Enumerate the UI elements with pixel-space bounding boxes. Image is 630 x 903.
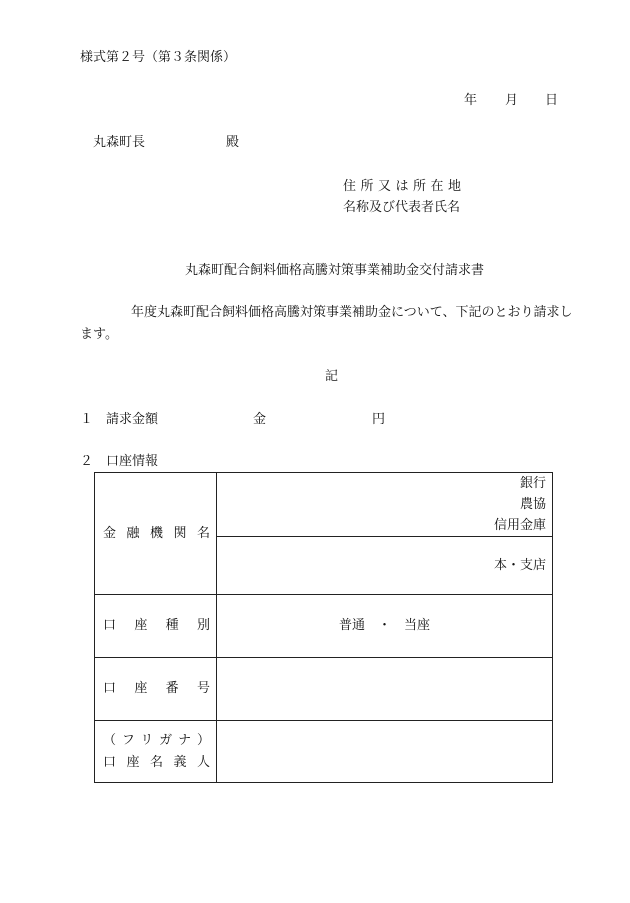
body-line-2: ます。 [80,327,118,342]
bank-name-label: 金融機関名 [95,473,217,595]
bank-type-ginko: 銀行 [519,476,546,491]
date-day-label: 日 [545,93,559,108]
account-info-table [94,472,553,783]
amount-yen-label: 円 [372,412,386,427]
account-number-cell[interactable] [217,658,553,721]
ki-heading: 記 [325,369,339,384]
account-type-label: 口座種別 [95,595,217,658]
amount-kin-label: 金 [253,412,267,427]
form-number: 様式第２号（第３条関係） [80,50,237,65]
addressee-honorific: 殿 [226,135,240,150]
account-holder-name-label: 口座名義人 [103,754,210,770]
section1-label: 請求金額 [106,412,159,427]
account-type-options: 普通 ・ 当座 [338,618,430,633]
section1-number: １ [80,412,94,427]
account-holder-label [95,721,217,783]
applicant-address-label: 住所又は所在地 [343,179,466,194]
bank-type-cell[interactable] [217,473,553,537]
bank-type-nokyo: 農協 [519,497,546,512]
addressee-name: 丸森町長 [93,135,146,150]
section2-label: 口座情報 [106,454,159,469]
date-year-label: 年 [464,93,478,108]
bank-type-shinkin: 信用金庫 [493,518,546,533]
account-holder-cell[interactable] [217,721,553,783]
date-month-label: 月 [505,93,519,108]
account-type-cell[interactable] [217,595,553,658]
branch-label: 本・支店 [493,557,546,573]
document-title: 丸森町配合飼料価格高騰対策事業補助金交付請求書 [185,263,485,278]
body-line-1: 年度丸森町配合飼料価格高騰対策事業補助金について、下記のとおり請求し [131,305,573,320]
account-number-label: 口座番号 [95,658,217,721]
branch-cell[interactable] [217,537,553,595]
section2-number: ２ [80,454,94,469]
applicant-name-label: 名称及び代表者氏名 [343,200,461,215]
account-holder-furigana: （フリガナ） [103,732,210,748]
